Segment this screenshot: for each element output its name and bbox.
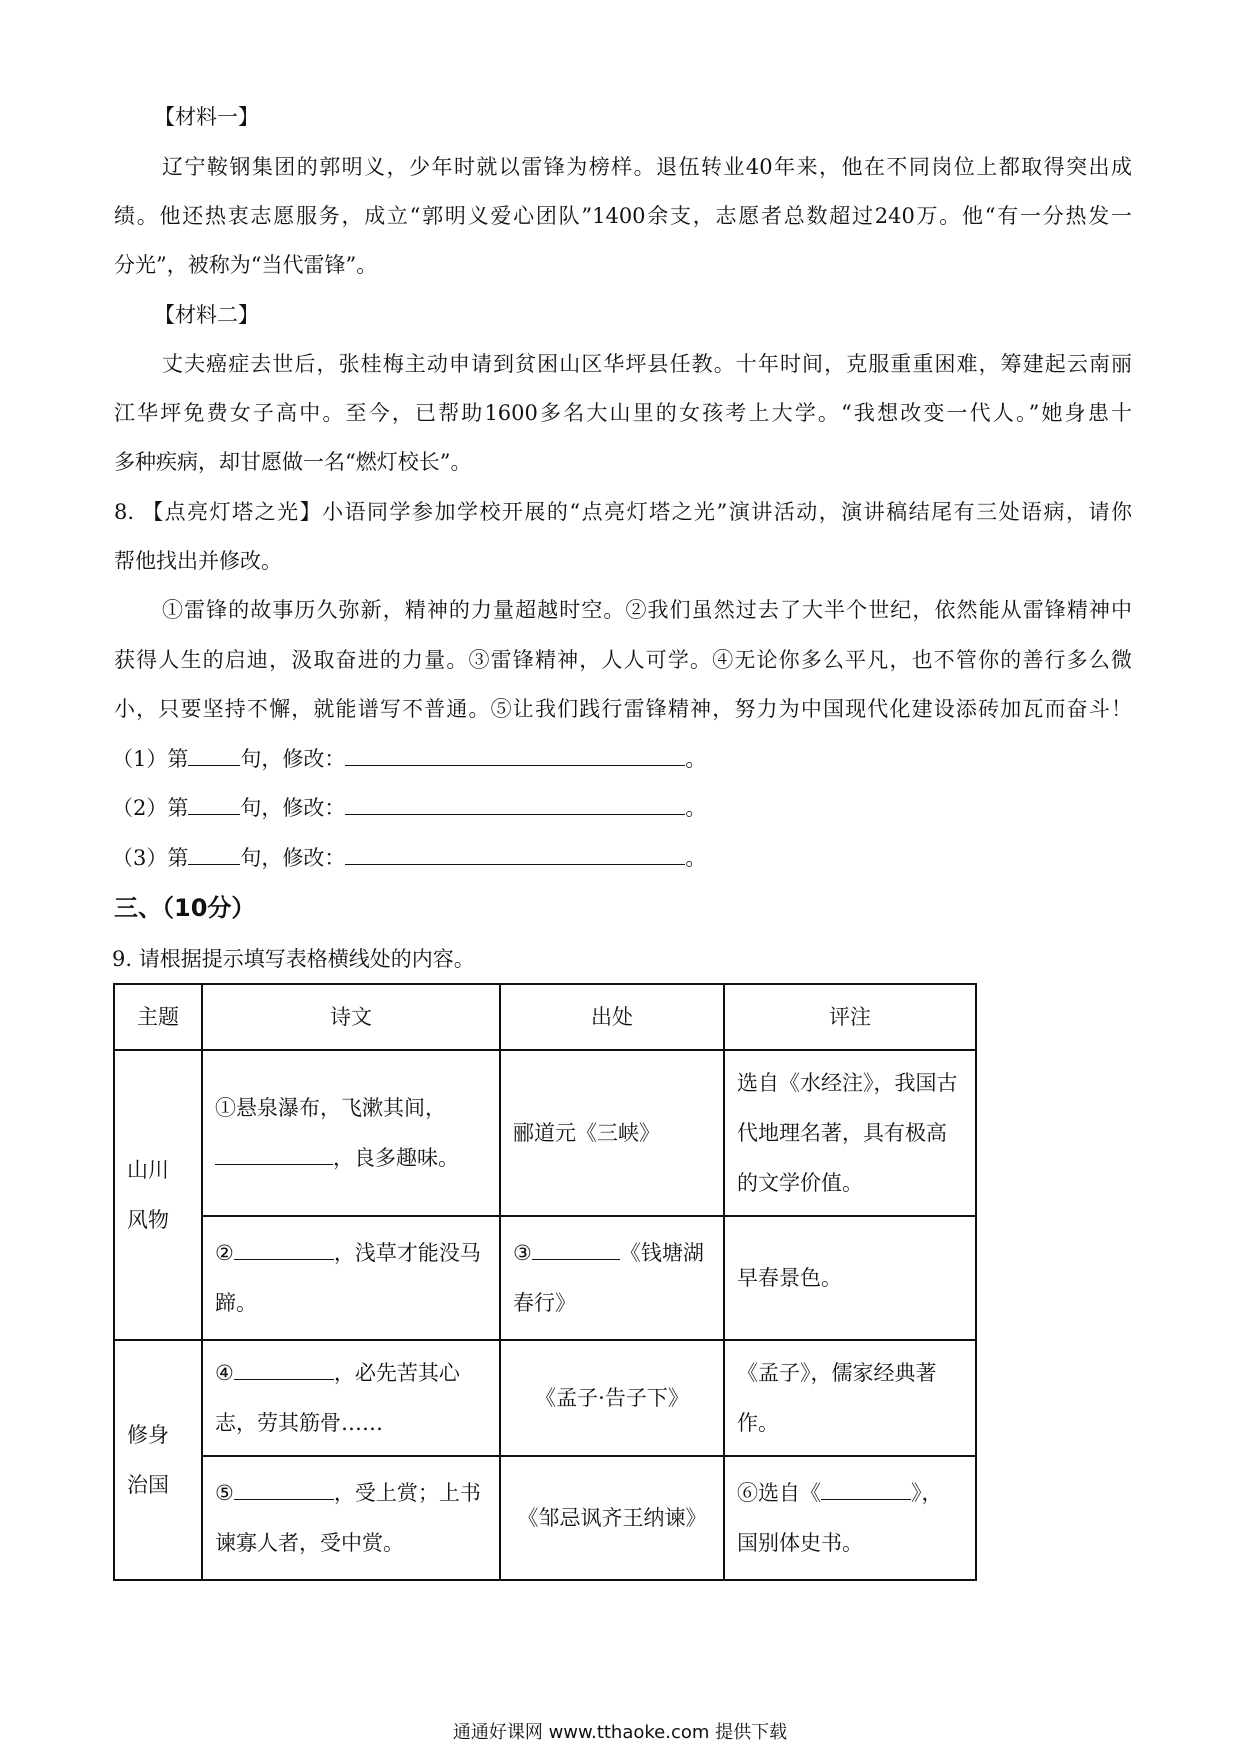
section-three-title: 三、（10分） <box>114 894 256 922</box>
poem-cell-2 <box>202 1216 500 1340</box>
material1-line-2: 绩。他还热衷志愿服务，成立“郭明义爱心团队”1400余支，志愿者总数超过240万。他“有一分热发一 <box>114 204 1132 228</box>
table-header-row <box>114 984 976 1050</box>
poem-2-number: ② <box>215 1241 234 1265</box>
answer-1-end: 。 <box>685 747 707 771</box>
answer-3-mid: 句，修改： <box>240 846 346 870</box>
poem-4-number: ⑤ <box>215 1481 234 1505</box>
material1-heading: 【材料一】 <box>154 105 259 129</box>
material2-line-1: 丈夫癌症去世后，张桂梅主动申请到贫困山区华坪县任教。十年时间，克服重重困难，筹建起云南丽 <box>162 352 1132 376</box>
poem-1-text: ，良多趣味。 <box>333 1146 459 1170</box>
header-note: 评注 <box>724 984 976 1050</box>
note-4-blank[interactable] <box>821 1475 911 1500</box>
note-cell-3: 《孟子》，儒家经典著作。 <box>724 1340 976 1456</box>
material2-line-2: 江华坪免费女子高中。至今，已帮助1600多名大山里的女孩考上大学。“我想改变一代人。”她身患十 <box>114 401 1132 425</box>
answer-2-end: 。 <box>685 796 707 820</box>
answer-3-sentence-blank[interactable] <box>188 842 240 865</box>
answer-1-sentence-blank[interactable] <box>188 743 240 766</box>
note-cell-4 <box>724 1456 976 1580</box>
footer-download-notice: 通通好课网 www.tthaoke.com 提供下载 <box>452 1722 788 1743</box>
poem-3-blank[interactable] <box>234 1355 334 1380</box>
note-4-text: 》，国别体史书。 <box>737 1481 943 1555</box>
note-4-prefix: ⑥选自《 <box>737 1481 821 1505</box>
table-row <box>114 1340 976 1456</box>
poem-1-blank[interactable] <box>215 1140 333 1165</box>
source-2-blank[interactable] <box>532 1235 620 1260</box>
table-row <box>114 1456 976 1580</box>
poem-1-line-a: ①悬泉瀑布，飞漱其间， <box>215 1096 446 1120</box>
answer-1-mid: 句，修改： <box>240 747 346 771</box>
question8-line-1: 8. 【点亮灯塔之光】小语同学参加学校开展的“点亮灯塔之光”演讲活动，演讲稿结尾有三处语病，请你 <box>114 500 1132 524</box>
source-cell-1: 郦道元《三峡》 <box>500 1050 724 1216</box>
answer-2-sentence-blank[interactable] <box>188 792 240 815</box>
poem-cell-1 <box>202 1050 500 1216</box>
answer-2-prefix: （2）第 <box>112 796 189 820</box>
answer-1-revision-blank[interactable] <box>345 743 685 766</box>
answer-row-3 <box>112 842 706 873</box>
poem-2-text: ，浅草才能没马蹄。 <box>215 1241 481 1315</box>
header-source: 出处 <box>500 984 724 1050</box>
material1-line-3: 分光”，被称为“当代雷锋”。 <box>114 253 378 277</box>
answer-3-revision-blank[interactable] <box>345 842 685 865</box>
source-2-text: 《钱塘湖春行》 <box>513 1241 704 1315</box>
material2-heading: 【材料二】 <box>154 303 259 327</box>
poem-cell-3 <box>202 1340 500 1456</box>
material2-line-3: 多种疾病，却甘愿做一名“燃灯校长”。 <box>114 450 472 474</box>
poem-cell-4 <box>202 1456 500 1580</box>
answer-3-prefix: （3）第 <box>112 846 189 870</box>
source-2-number: ③ <box>513 1241 532 1265</box>
answer-2-revision-blank[interactable] <box>345 792 685 815</box>
poem-1-line-b <box>215 1133 487 1183</box>
answer-2-mid: 句，修改： <box>240 796 346 820</box>
poem-3-number: ④ <box>215 1361 234 1385</box>
material1-line-1: 辽宁鞍钢集团的郭明义，少年时就以雷锋为榜样。退伍转业40年来，他在不同岗位上都取得突出成 <box>162 155 1132 179</box>
question8-line-2: 帮他找出并修改。 <box>114 549 282 573</box>
header-poem: 诗文 <box>202 984 500 1050</box>
speech-line-3: 小，只要坚持不懈，就能谱写不普通。⑤让我们践行雷锋精神，努力为中国现代化建设添砖加瓦而奋斗！ <box>114 697 1132 721</box>
source-cell-3: 《孟子·告子下》 <box>500 1340 724 1456</box>
answer-1-prefix: （1）第 <box>112 747 189 771</box>
poem-4-text: ，受上赏；上书谏寡人者，受中赏。 <box>215 1481 481 1555</box>
poetry-table <box>113 983 977 1581</box>
table-row <box>114 1216 976 1340</box>
header-theme: 主题 <box>114 984 202 1050</box>
speech-line-2: 获得人生的启迪，汲取奋进的力量。③雷锋精神，人人可学。④无论你多么平凡，也不管你的善行多么微 <box>114 648 1132 672</box>
theme-self-cultivation: 修身治国 <box>114 1340 202 1580</box>
source-cell-4: 《邹忌讽齐王纳谏》 <box>500 1456 724 1580</box>
note-cell-1: 选自《水经注》，我国古代地理名著，具有极高的文学价值。 <box>724 1050 976 1216</box>
poem-2-blank[interactable] <box>234 1235 334 1260</box>
poem-3-text: ，必先苦其心志，劳其筋骨…… <box>215 1361 460 1435</box>
note-cell-2: 早春景色。 <box>724 1216 976 1340</box>
source-cell-2 <box>500 1216 724 1340</box>
poem-4-blank[interactable] <box>234 1475 334 1500</box>
answer-row-2 <box>112 792 706 823</box>
theme-landscape: 山川风物 <box>114 1050 202 1340</box>
answer-row-1 <box>112 743 706 774</box>
answer-3-end: 。 <box>685 846 707 870</box>
question9-prompt: 9. 请根据提示填写表格横线处的内容。 <box>112 947 475 971</box>
table-row <box>114 1050 976 1216</box>
speech-line-1: ①雷锋的故事历久弥新，精神的力量超越时空。②我们虽然过去了大半个世纪，依然能从雷锋精神中 <box>162 598 1132 622</box>
